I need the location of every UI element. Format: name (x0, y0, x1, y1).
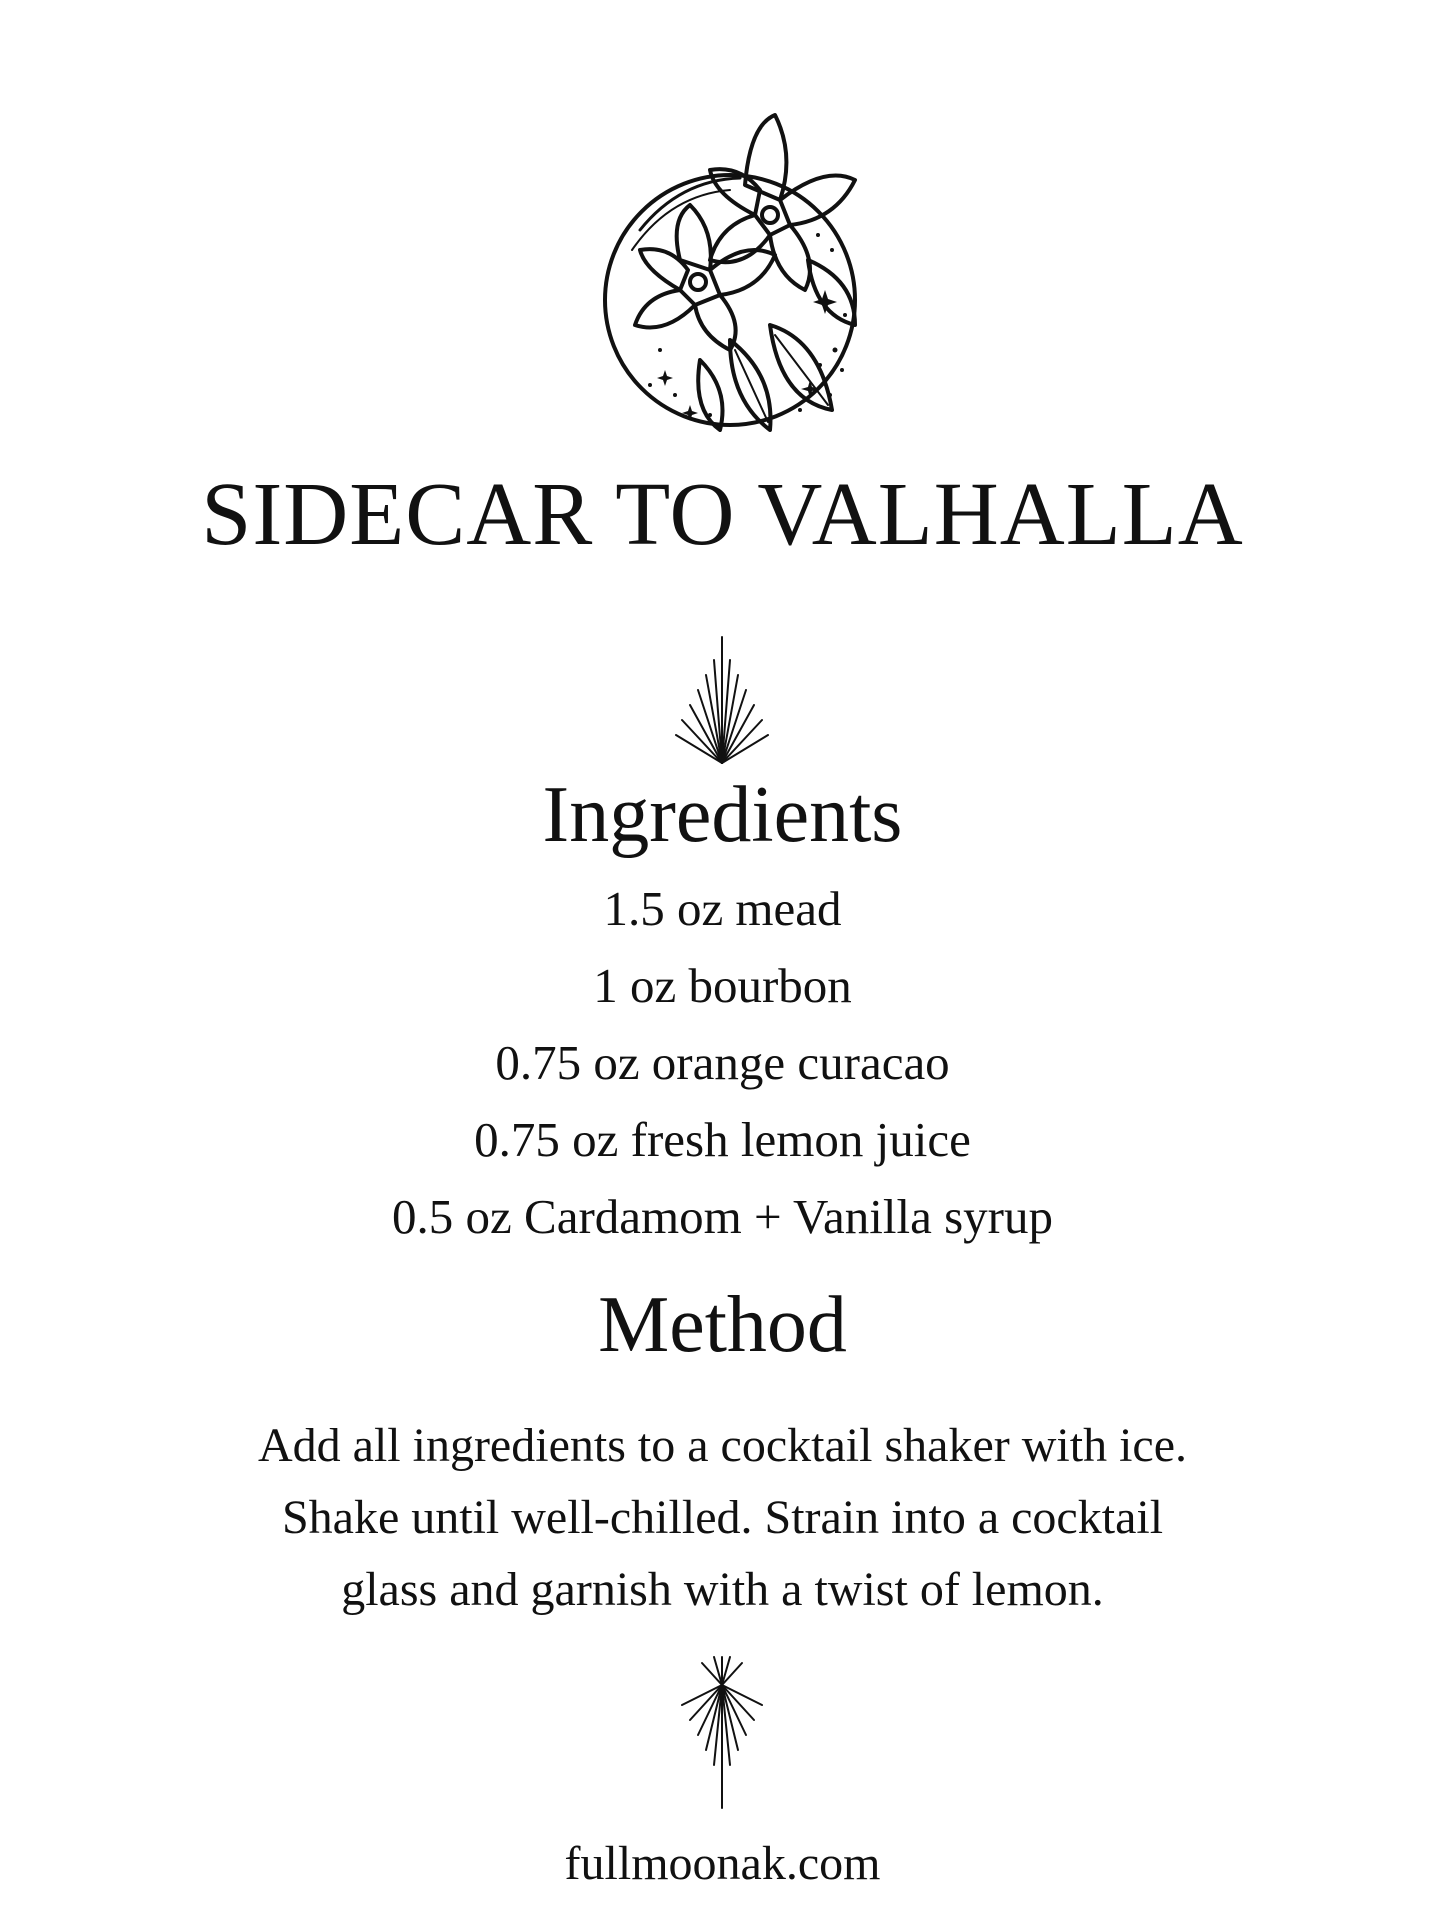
sunburst-divider-icon (672, 635, 772, 765)
list-item: 0.75 oz orange curacao (495, 1035, 950, 1090)
method-line: glass and garnish with a twist of lemon. (341, 1563, 1104, 1616)
moon-flower-logo-icon (570, 110, 880, 440)
method-heading: Method (598, 1281, 847, 1369)
method-line: Shake until well-chilled. Strain into a cocktail (281, 1491, 1164, 1544)
method-text (120, 1410, 1325, 1626)
ingredients-heading: Ingredients (542, 771, 903, 859)
sunburst-divider-icon (672, 1655, 772, 1810)
list-item: 0.75 oz fresh lemon juice (474, 1112, 971, 1167)
list-item: 0.5 oz Cardamom + Vanilla syrup (392, 1189, 1053, 1244)
method-line: Add all ingredients to a cocktail shaker with ice. (257, 1419, 1188, 1472)
recipe-title: SIDECAR TO VALHALLA (201, 465, 1244, 564)
ingredients-list (0, 870, 1445, 1255)
list-item: 1 oz bourbon (593, 958, 852, 1013)
list-item: 1.5 oz mead (603, 881, 842, 936)
website-link[interactable]: fullmoonak.com (564, 1837, 881, 1890)
